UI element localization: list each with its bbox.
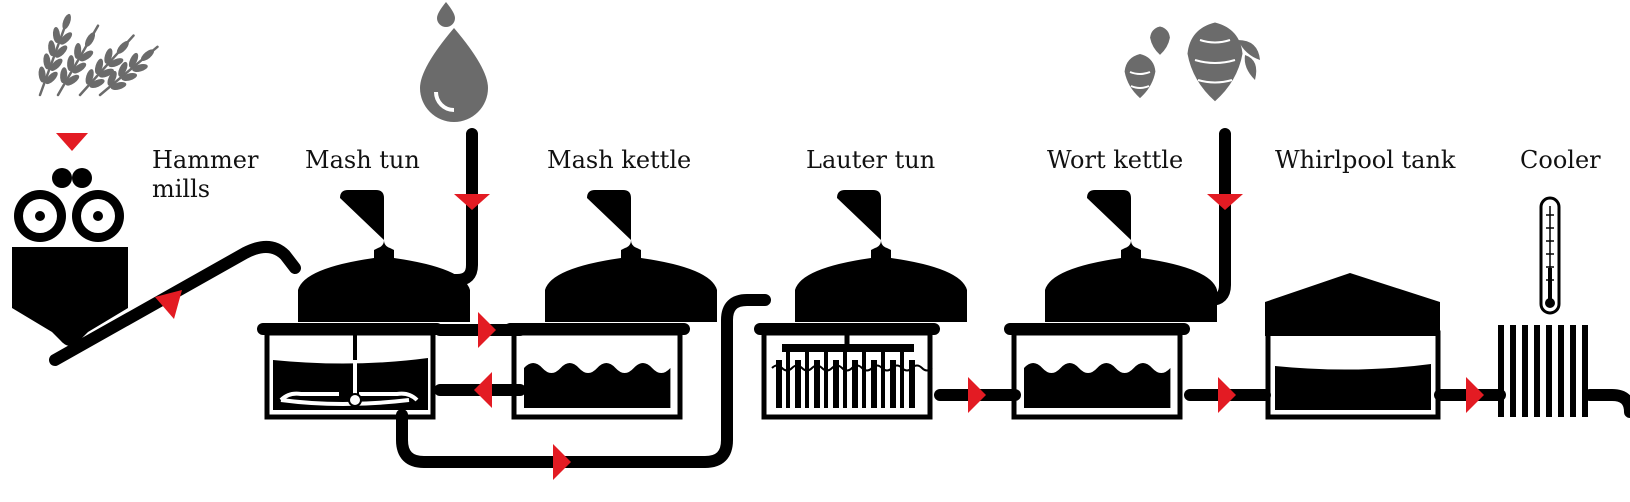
thermometer-icon: [1541, 198, 1559, 313]
mash-kettle-vessel: [504, 190, 717, 417]
label-mash-tun: Mash tun: [305, 146, 420, 174]
hops-icon: [1125, 23, 1260, 102]
label-cooler: Cooler: [1520, 146, 1601, 174]
label-hammer-mills-line1: Hammer: [152, 146, 259, 174]
label-lauter-tun: Lauter tun: [806, 146, 936, 174]
arrow-to-wort-kettle: [968, 377, 986, 413]
cooler-unit: [1498, 198, 1588, 417]
pipe-cooler-out: [1590, 395, 1630, 412]
arrow-water-in: [454, 194, 490, 210]
arrow-hops-in: [1207, 194, 1243, 210]
label-hammer-mills-line2: mills: [152, 175, 211, 203]
wheat-icon: [29, 10, 165, 104]
lauter-tun-vessel: [754, 190, 967, 417]
arrow-from-mash-kettle: [474, 372, 492, 408]
label-wort-kettle: Wort kettle: [1047, 146, 1184, 174]
arrow-to-cooler: [1466, 377, 1484, 413]
whirlpool-tank-vessel: [1265, 273, 1440, 417]
mash-tun-vessel: [257, 190, 470, 417]
label-mash-kettle: Mash kettle: [547, 146, 692, 174]
arrow-to-lauter-tun: [553, 444, 571, 480]
label-whirlpool-tank: Whirlpool tank: [1275, 146, 1456, 174]
arrow-to-mash-kettle: [478, 312, 496, 348]
arrow-to-whirlpool: [1218, 377, 1236, 413]
arrow-mill-feed: [56, 133, 88, 151]
wort-kettle-vessel: [1004, 190, 1217, 417]
water-drop-icon: [420, 2, 488, 122]
hammer-mill: [12, 168, 128, 346]
